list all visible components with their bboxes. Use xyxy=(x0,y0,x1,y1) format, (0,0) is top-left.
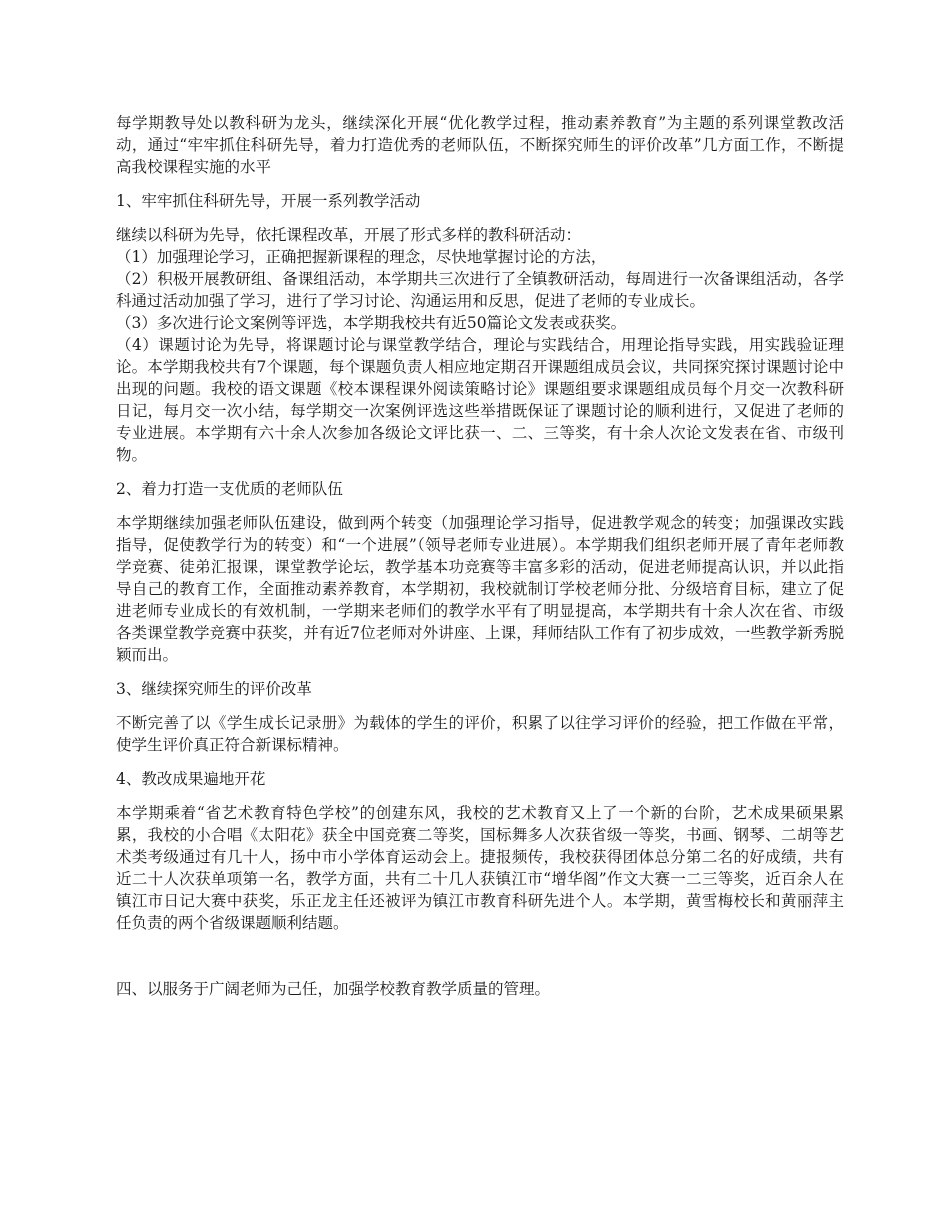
spacer xyxy=(116,946,844,978)
section-1-body xyxy=(116,224,844,466)
section-1-item-2: （2）积极开展教研组、备课组活动，本学期共三次进行了全镇教研活动，每周进行一次备课组活动，各学科通过活动加强了学习，进行了学习讨论、沟通运用和反思，促进了老师的专业成长。 xyxy=(116,270,844,310)
section-5-heading: 四、以服务于广阔老师为己任，加强学校教育教学质量的管理。 xyxy=(116,980,551,998)
section-3-heading: 3、继续探究师生的评价改革 xyxy=(116,680,312,698)
section-1-item-4: （4）课题讨论为先导，将课题讨论与课堂教学结合，理论与实践结合，用理论指导实践，用实践验证理论。本学期我校共有7个课题，每个课题负责人相应地定期召开课题组成员会议，共同探究探讨课题讨论中出现的问题。我校的语文课题《校本课程课外阅读策略讨论》课题组要求课题组成员每个月交一次教科研日记，每月交一次小结，每学期交一次案例评选这些举措既保证了课题讨论的顺利进行，又促进了老师的专业进展。本学期有六十余人次参加各级论文评比获一、二、三等奖，有十余人次论文发表在省、市级刊物。 xyxy=(116,336,844,464)
section-1-item-1: （1）加强理论学习，正确把握新课程的理念，尽快地掌握讨论的方法， xyxy=(116,248,607,266)
section-2-heading: 2、着力打造一支优质的老师队伍 xyxy=(116,480,343,498)
section-1-item-3: （3）多次进行论文案例等评选，本学期我校共有近50篇论文发表或获奖。 xyxy=(116,314,627,332)
section-3-body: 不断完善了以《学生成长记录册》为载体的学生的评价，积累了以往学习评价的经验，把工作做在平常，使学生评价真正符合新课标精神。 xyxy=(116,714,844,754)
section-4-heading: 4、教改成果遍地开花 xyxy=(116,770,266,788)
document-page xyxy=(116,112,844,1012)
section-1-lead: 继续以科研为先导，依托课程改革，开展了形式多样的教科研活动： xyxy=(116,226,582,244)
section-4-body: 本学期乘着“省艺术教育特色学校”的创建东风，我校的艺术教育又上了一个新的台阶，艺术成果硕果累累，我校的小合唱《太阳花》获全中国竞赛二等奖，国标舞多人次获省级一等奖，书画、钢琴、二胡等艺术类考级通过有几十人，扬中市小学体育运动会上。捷报频传，我校获得团体总分第二名的好成绩，共有近二十人次获单项第一名，教学方面，共有二十几人获镇江市“增华阁”作文大赛一二三等奖，近百余人在镇江市日记大赛中获奖，乐正龙主任还被评为镇江市教育科研先进个人。本学期，黄雪梅校长和黄丽萍主任负责的两个省级课题顺利结题。 xyxy=(116,804,844,932)
intro-paragraph: 每学期教导处以教科研为龙头，继续深化开展“优化教学过程，推动素养教育”为主题的系列课堂教改活动，通过“牢牢抓住科研先导，着力打造优秀的老师队伍，不断探究师生的评价改革”几方面工作，不断提高我校课程实施的水平 xyxy=(116,114,844,176)
section-2-body: 本学期继续加强老师队伍建设，做到两个转变（加强理论学习指导，促进教学观念的转变；加强课改实践指导，促使教学行为的转变）和“一个进展”（领导老师专业进展）。本学期我们组织老师开展了青年老师教学竞赛、徒弟汇报课，课堂教学论坛，教学基本功竞赛等丰富多彩的活动，促进老师提高认识，并以此指导自己的教育工作，全面推动素养教育，本学期初，我校就制订学校老师分批、分级培育目标，建立了促进老师专业成长的有效机制，一学期来老师们的教学水平有了明显提高，本学期共有十余人次在省、市级各类课堂教学竞赛中获奖，并有近7位老师对外讲座、上课，拜师结队工作有了初步成效，一些教学新秀脱颖而出。 xyxy=(116,514,844,664)
section-1-heading: 1、牢牢抓住科研先导，开展一系列教学活动 xyxy=(116,192,421,210)
